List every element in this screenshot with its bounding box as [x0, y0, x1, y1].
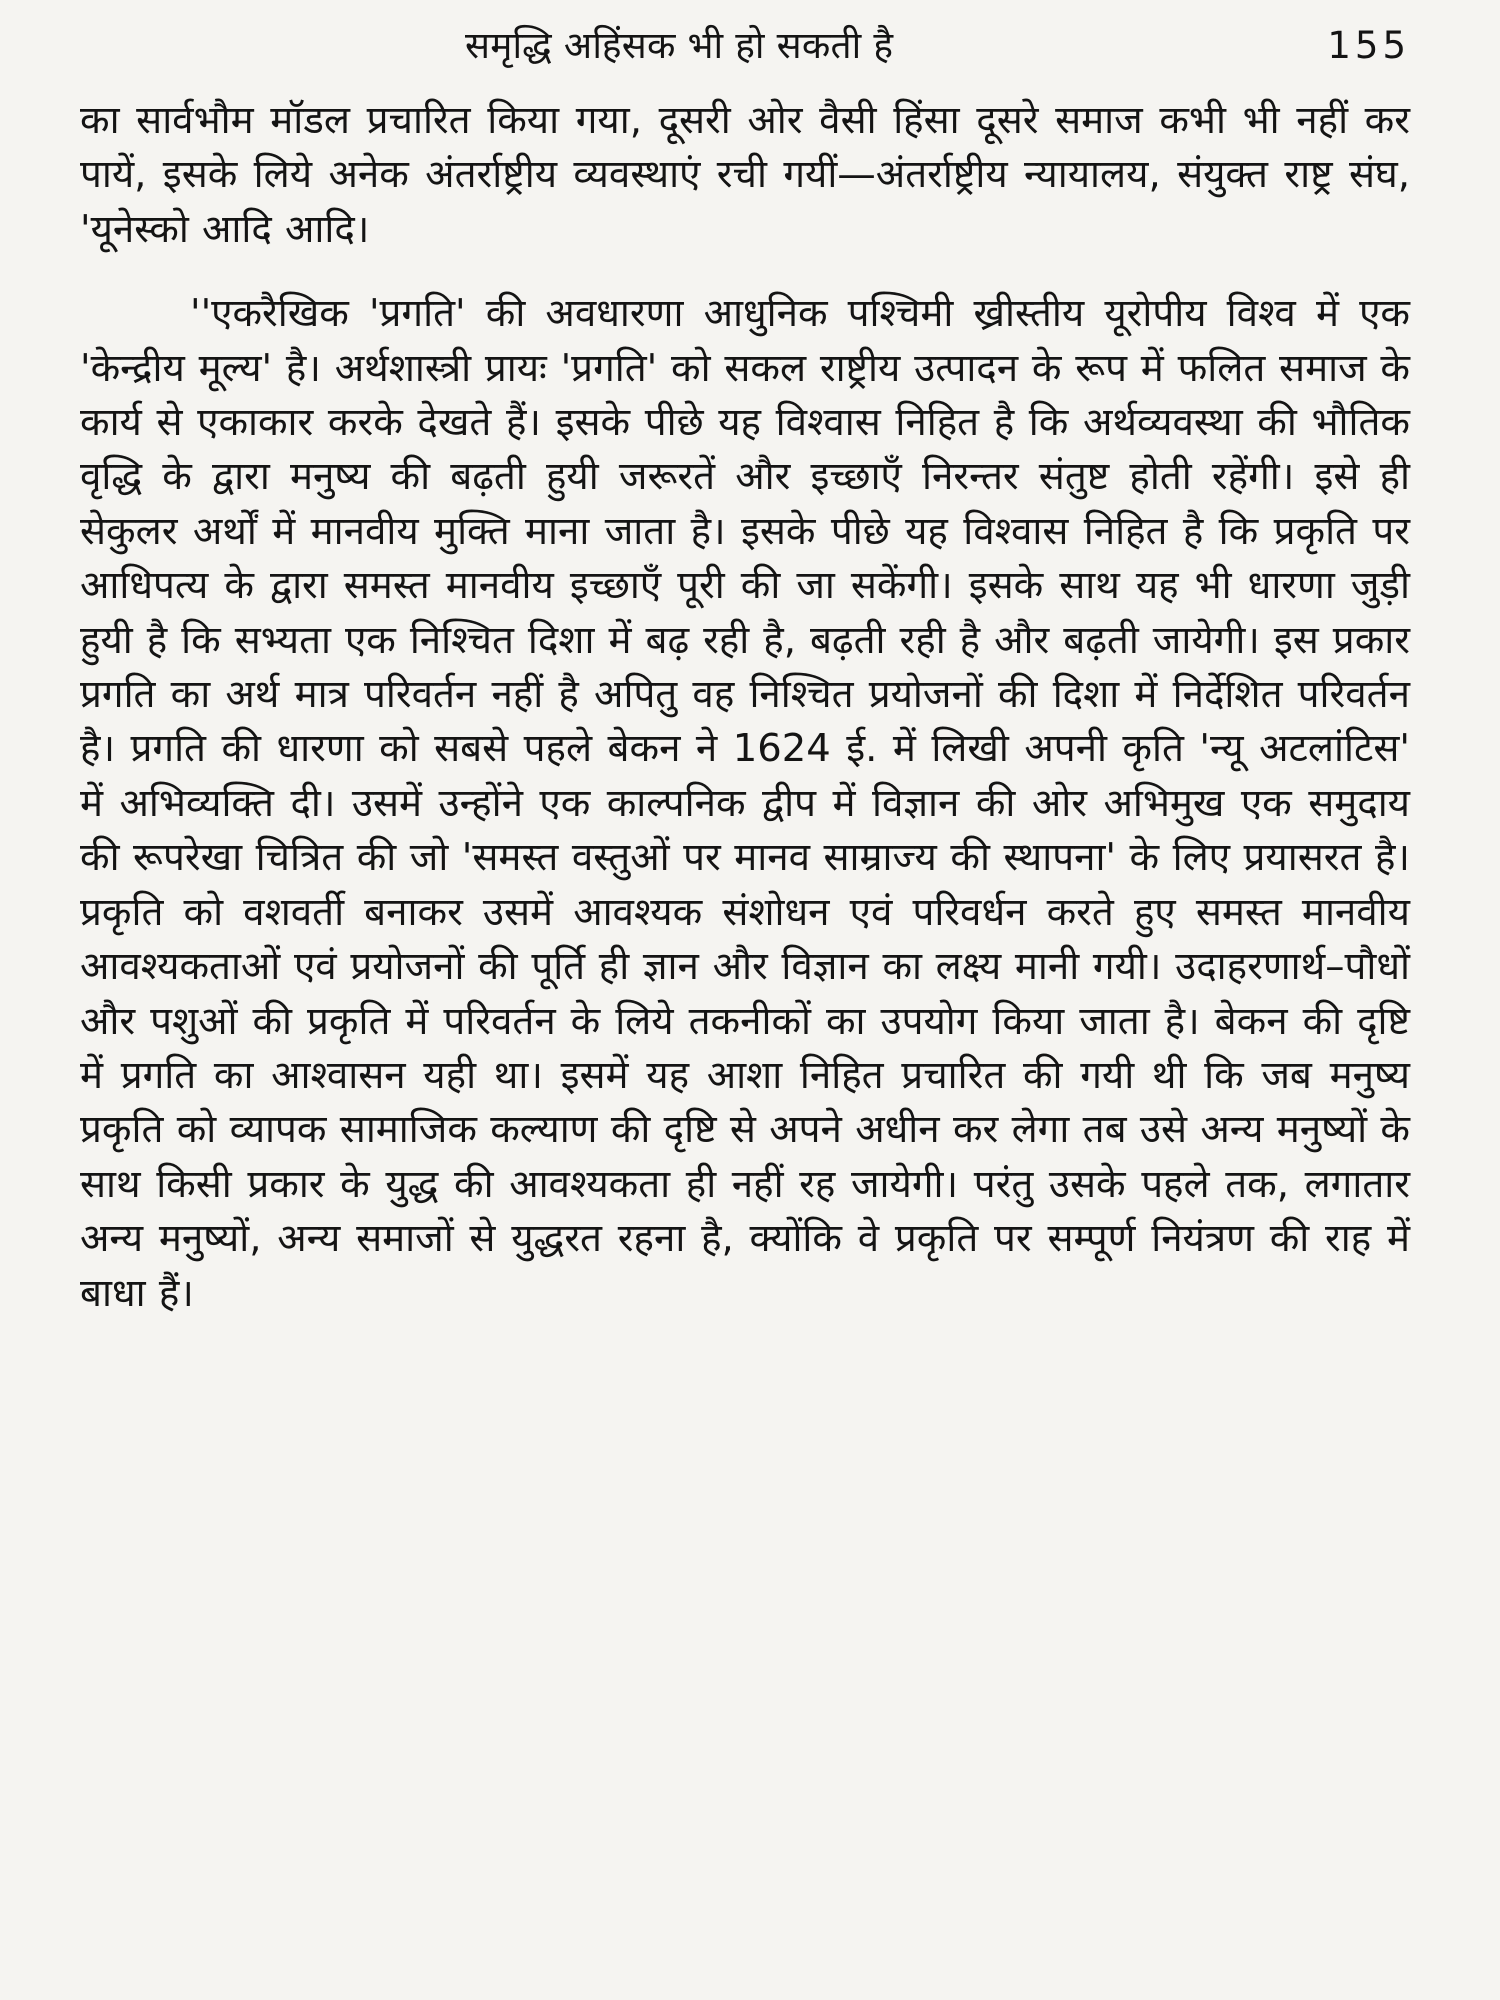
paragraph-quote: ''एकरैखिक 'प्रगति' की अवधारणा आधुनिक पश्चिमी ख्रीस्तीय यूरोपीय विश्व में एक 'केन्द्रीय मूल्य' है। अर्थशास्त्री प्रायः 'प्रगति' को सकल राष्ट्रीय उत्पादन के रूप में फलित समाज के कार्य से एकाकार करके देखते हैं। इसके पीछे यह विश्वास निहित है कि अर्थव्यवस्था की भौतिक वृद्धि के द्वारा मनुष्य की बढ़ती हुयी जरूरतें और इच्छाएँ निरन्तर संतुष्ट होती रहेंगी। इसे ही सेकुलर अर्थों में मानवीय मुक्ति माना जाता है। इसके पीछे यह विश्वास निहित है कि प्रकृति पर आधिपत्य के द्वारा समस्त मानवीय इच्छाएँ पूरी की जा सकेंगी। इसके साथ यह भी धारणा जुड़ी हुयी है कि सभ्यता एक निश्चित दिशा में बढ़ रही है, बढ़ती रही है और बढ़ती जायेगी। इस प्रकार प्रगति का अर्थ मात्र परिवर्तन नहीं है अपितु वह निश्चित प्रयोजनों की दिशा में निर्देशित परिवर्तन है। प्रगति की धारणा को सबसे पहले बेकन ने 1624 ई. में लिखी अपनी कृति 'न्यू अटलांटिस' में अभिव्यक्ति दी। उसमें उन्होंने एक काल्पनिक द्वीप में विज्ञान की ओर अभिमुख एक समुदाय की रूपरेखा चित्रित की जो 'समस्त वस्तुओं पर मानव साम्राज्य की स्थापना' के लिए प्रयासरत है। प्रकृति को वशवर्ती बनाकर उसमें आवश्यक संशोधन एवं परिवर्धन करते हुए समस्त मानवीय आवश्यकताओं एवं प्रयोजनों की पूर्ति ही ज्ञान और विज्ञान का लक्ष्य मानी गयी। उदाहरणार्थ–पौधों और पशुओं की प्रकृति में परिवर्तन के लिये तकनीकों का उपयोग किया जाता है। बेकन की दृष्टि में प्रगति का आश्वासन यही था। इसमें यह आशा निहित प्रचारित की गयी थी कि जब मनुष्य प्रकृति को व्यापक सामाजिक कल्याण की दृष्टि से अपने अधीन कर लेगा तब उसे अन्य मनुष्यों के साथ किसी प्रकार के युद्ध की आवश्यकता ही नहीं रह जायेगी। परंतु उसके पहले तक, लगातार अन्य मनुष्यों, अन्य समाजों से युद्धरत रहना है, क्योंकि वे प्रकृति पर सम्पूर्ण नियंत्रण की राह में बाधा हैं।	[80, 291, 1410, 1316]
page-number: 155	[1327, 24, 1410, 67]
running-header	[80, 18, 1410, 74]
running-title: समृद्धि अहिंसक भी हो सकती है	[465, 24, 894, 67]
body-text	[80, 94, 1410, 1321]
paragraph-continued: का सार्वभौम मॉडल प्रचारित किया गया, दूसरी ओर वैसी हिंसा दूसरे समाज कभी भी नहीं कर पायें, इसके लिये अनेक अंतर्राष्ट्रीय व्यवस्थाएं रची गयीं—अंतर्राष्ट्रीय न्यायालय, संयुक्त राष्ट्र संघ, 'यूनेस्को आदि आदि।	[80, 98, 1410, 252]
